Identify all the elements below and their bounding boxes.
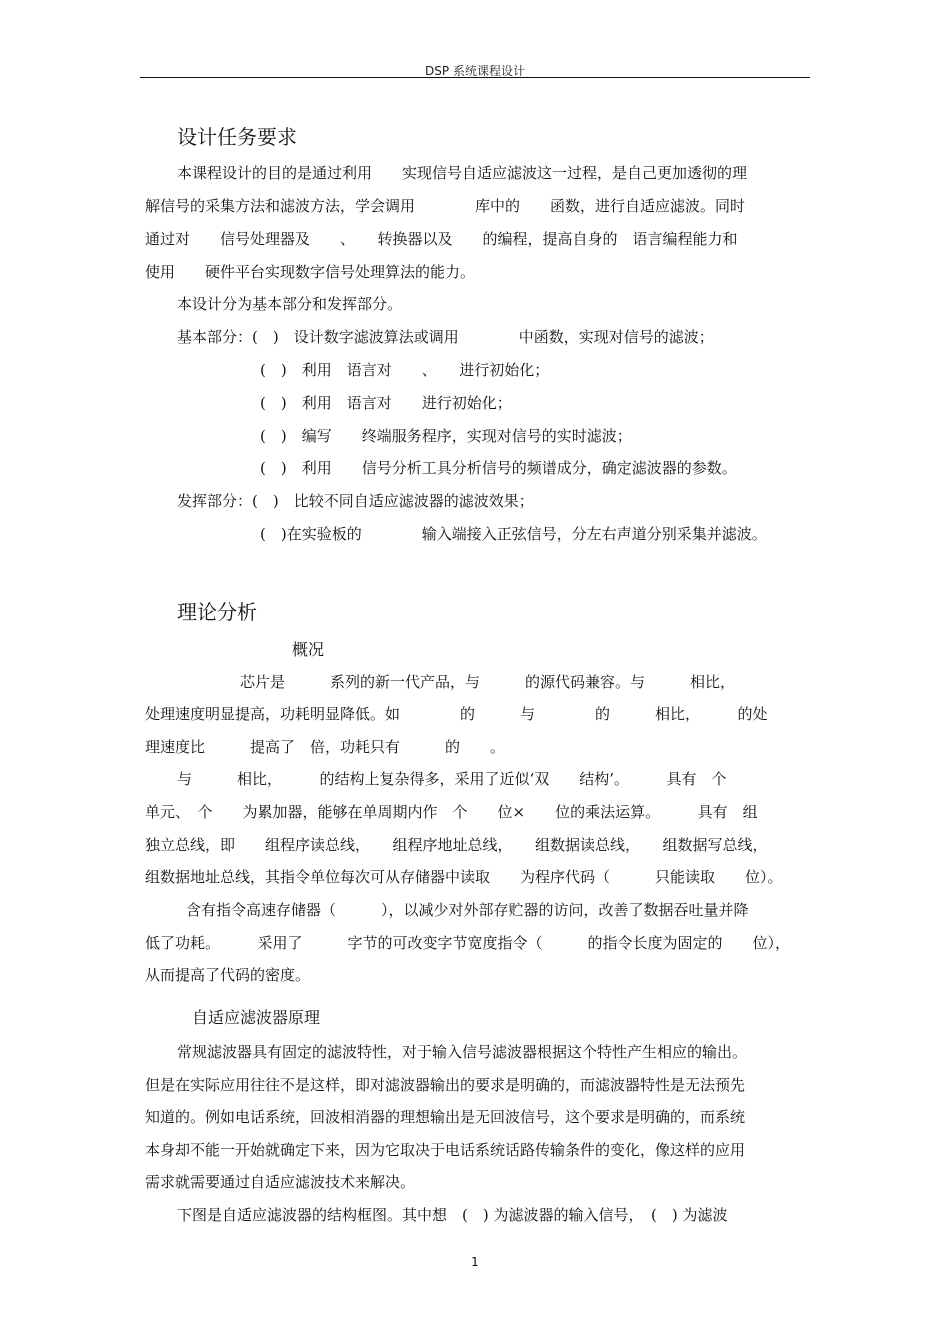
paragraph-line: 需求就需要通过自适应滤波技术来解决。	[145, 1173, 416, 1191]
paragraph-line: 知道的。例如电话系统，回波相消器的理想输出是无回波信号，这个要求是明确的，而系统	[145, 1108, 746, 1126]
list-item: 发挥部分：( ) 比较不同自适应滤波器的滤波效果；	[177, 492, 534, 510]
paragraph-line: 解信号的采集方法和滤波方法，学会调用 库中的 函数，进行自适应滤波。同时	[145, 197, 746, 215]
paragraph-line: 独立总线，即 组程序读总线， 组程序地址总线， 组数据读总线， 组数据写总线，	[145, 836, 768, 854]
paragraph-line: 但是在实际应用往往不是这样，即对滤波器输出的要求是明确的，而滤波器特性是无法预先	[145, 1076, 746, 1094]
paragraph-line: 通过对 信号处理器及 、 转换器以及 的编程，提高自身的 语言编程能力和	[145, 230, 738, 248]
paragraph-line: 本课程设计的目的是通过利用 实现信号自适应滤波这一过程，是自己更加透彻的理	[177, 164, 748, 182]
paragraph-line: 从而提高了代码的密度。	[145, 966, 311, 984]
paragraph-line: 低了功耗。 采用了 字节的可改变字节宽度指令（ 的指令长度为固定的 位），	[145, 934, 791, 952]
paragraph-line: 处理速度明显提高，功耗明显降低。如 的 与 的 相比， 的处	[145, 705, 768, 723]
section-heading: 理论分析	[177, 600, 257, 624]
list-item: ( ) 利用 语言对 进行初始化；	[260, 394, 512, 412]
subsection-heading: 自适应滤波器原理	[192, 1008, 321, 1027]
section-heading: 设计任务要求	[177, 125, 297, 149]
paragraph-line: 使用 硬件平台实现数字信号处理算法的能力。	[145, 263, 476, 281]
paragraph-line: 单元、 个 为累加器，能够在单周期内作 个 位× 位的乘法运算。 具有 组	[145, 803, 758, 821]
list-item: ( ) 利用 信号分析工具分析信号的频谱成分，确定滤波器的参数。	[260, 459, 737, 477]
header-rule	[140, 77, 810, 78]
paragraph-line: 下图是自适应滤波器的结构框图。其中想 ( ) 为滤波器的输入信号， ( ) 为滤波	[177, 1206, 728, 1224]
page-number: 1	[471, 1255, 479, 1269]
paragraph-line: 常规滤波器具有固定的滤波特性，对于输入信号滤波器根据这个特性产生相应的输出。	[177, 1043, 748, 1061]
paragraph-line: 本设计分为基本部分和发挥部分。	[177, 295, 403, 313]
list-item: ( ) 编写 终端服务程序，实现对信号的实时滤波；	[260, 427, 632, 445]
paragraph-line: 含有指令高速存储器（ ），以减少对外部存贮器的访问，改善了数据吞吐量并降	[186, 901, 749, 919]
list-item: ( ) 利用 语言对 、 进行初始化；	[260, 361, 550, 379]
list-item: 基本部分：( ) 设计数字滤波算法或调用 中函数，实现对信号的滤波；	[177, 328, 714, 346]
list-item: ( )在实验板的 输入端接入正弦信号，分左右声道分别采集并滤波。	[260, 525, 767, 543]
paragraph-line: 芯片是 系列的新一代产品，与 的源代码兼容。与 相比，	[240, 673, 736, 691]
paragraph-line: 理速度比 提高了 倍，功耗只有 的 。	[145, 738, 506, 756]
paragraph-line: 与 相比， 的结构上复杂得多，采用了近似‘双 结构’。 具有 个	[177, 770, 727, 788]
header-title: DSP 系统课程设计	[425, 64, 525, 78]
subsection-heading: 概况	[292, 640, 325, 659]
paragraph-line: 本身却不能一开始就确定下来，因为它取决于电话系统话路传输条件的变化，像这样的应用	[145, 1141, 746, 1159]
paragraph-line: 组数据地址总线，其指令单位每次可从存储器中读取 为程序代码（ 只能读取 位）。	[145, 868, 783, 886]
